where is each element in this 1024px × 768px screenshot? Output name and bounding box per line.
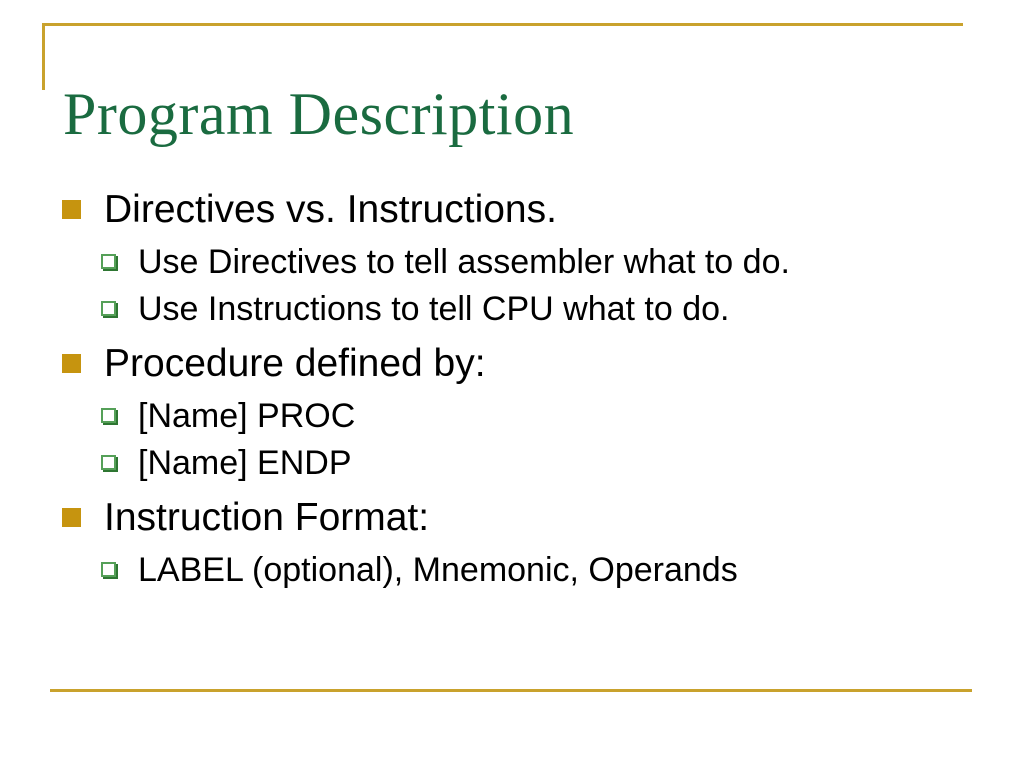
sub-bullet-square-icon: [101, 408, 116, 423]
bullet-text: Procedure defined by:: [104, 342, 486, 385]
sub-bullet-square-icon: [101, 301, 116, 316]
sub-bullet-item: [62, 393, 972, 440]
bullet-square-icon: [62, 200, 81, 219]
left-gold-rule: [42, 23, 45, 90]
bullet-square-icon: [62, 354, 81, 373]
bullet-item: [62, 338, 972, 390]
sub-bullet-square-icon: [101, 254, 116, 269]
bullet-list: [62, 184, 972, 594]
bottom-gold-rule: [50, 689, 972, 692]
sub-bullet-item: [62, 440, 972, 487]
sub-bullet-square-icon: [101, 455, 116, 470]
sub-bullet-square-icon: [101, 562, 116, 577]
bullet-text: Use Directives to tell assembler what to do.: [138, 243, 790, 281]
bullet-item: [62, 492, 972, 544]
bullet-text: Instruction Format:: [104, 496, 430, 539]
sub-bullet-item: [62, 239, 972, 286]
slide-title: Program Description: [63, 81, 575, 148]
bullet-text: Directives vs. Instructions.: [104, 188, 557, 231]
top-gold-rule: [42, 23, 963, 26]
bullet-text: LABEL (optional), Mnemonic, Operands: [138, 551, 738, 589]
bullet-text: [Name] ENDP: [138, 444, 352, 482]
bullet-text: [Name] PROC: [138, 397, 356, 435]
bullet-item: [62, 184, 972, 236]
bullet-square-icon: [62, 508, 81, 527]
sub-bullet-item: [62, 547, 972, 594]
bullet-text: Use Instructions to tell CPU what to do.: [138, 290, 730, 328]
sub-bullet-item: [62, 286, 972, 333]
